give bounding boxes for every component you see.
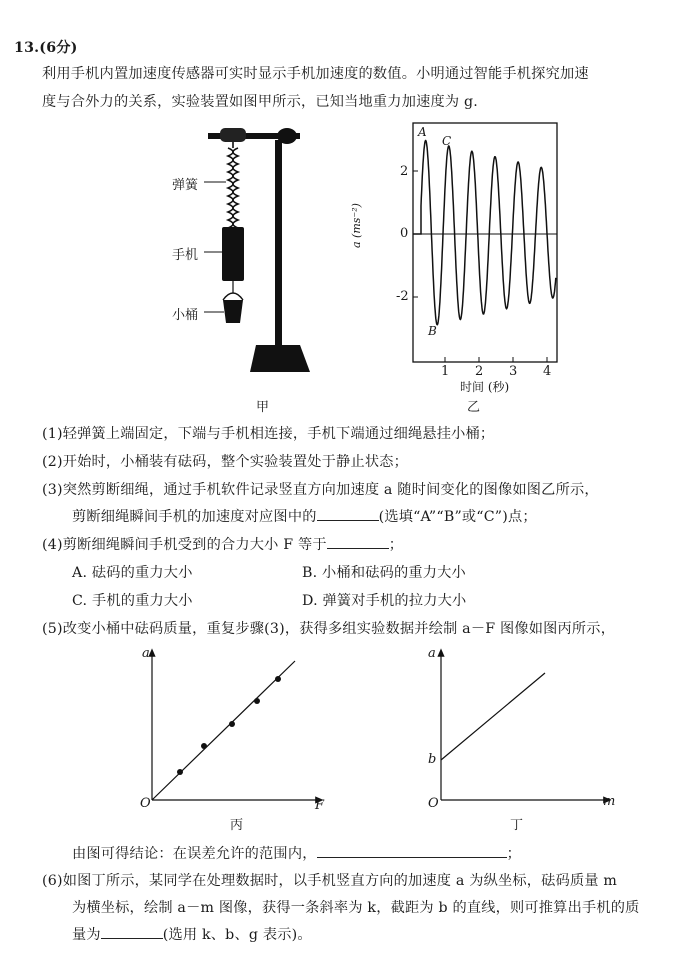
step-3b bbox=[72, 506, 537, 526]
label-bucket: 小桶 bbox=[172, 308, 199, 323]
label-spring: 弹簧 bbox=[172, 178, 199, 193]
ding-fit-line bbox=[441, 673, 545, 760]
step-6c-post: (选用 k、b、g 表示)。 bbox=[162, 927, 312, 943]
intro-line-1: 利用手机内置加速度传感器可实时显示手机加速度的数值。小明通过智能手机探究加速 bbox=[42, 66, 589, 82]
bucket-handle bbox=[223, 293, 243, 300]
yi-ylabel: a (ms⁻²) bbox=[350, 203, 363, 248]
answer-blank-3[interactable] bbox=[317, 519, 379, 521]
answer-blank-4[interactable] bbox=[327, 547, 389, 549]
step-3b-pre: 剪断细绳瞬间手机的加速度对应图中的 bbox=[72, 509, 317, 525]
label-phone: 手机 bbox=[172, 248, 199, 263]
answer-blank-5[interactable] bbox=[317, 856, 507, 858]
caption-bing: 丙 bbox=[230, 818, 244, 833]
step-5: (5)改变小桶中砝码质量，重复步骤(3)，获得多组实验数据并绘制 a－F 图像如图丙所示， bbox=[42, 621, 616, 637]
spring bbox=[228, 142, 238, 236]
stand-base bbox=[250, 345, 310, 372]
ding-xlabel: m bbox=[603, 794, 616, 809]
phone-body bbox=[222, 227, 244, 281]
step-4 bbox=[42, 534, 403, 554]
option-B: B. 小桶和砝码的重力大小 bbox=[302, 565, 466, 581]
stand-pole bbox=[275, 140, 282, 345]
step-3a: (3)突然剪断细绳，通过手机软件记录竖直方向加速度 a 随时间变化的图像如图乙所示， bbox=[42, 482, 599, 498]
yi-xtick-4: 4 bbox=[543, 364, 552, 379]
spring-hook bbox=[220, 128, 246, 142]
yi-curve bbox=[413, 141, 556, 325]
bing-points bbox=[177, 676, 281, 775]
option-A: A. 砝码的重力大小 bbox=[72, 565, 193, 581]
yi-ytick-minus2: -2 bbox=[396, 289, 409, 304]
caption-jia: 甲 bbox=[256, 400, 270, 415]
ding-origin: O bbox=[428, 796, 439, 811]
bing-fit-line bbox=[152, 661, 295, 800]
yi-ytick-0: 0 bbox=[400, 226, 409, 241]
step-4-post: ； bbox=[388, 537, 404, 553]
yi-xlabel: 时间 (秒) bbox=[460, 380, 510, 394]
stand-arm bbox=[208, 133, 300, 139]
bing-origin: O bbox=[140, 796, 151, 811]
step-6a: (6)如图丁所示，某同学在处理数据时，以手机竖直方向的加速度 a 为纵坐标，砝码质量 m bbox=[42, 873, 618, 889]
bing-point-4 bbox=[254, 698, 260, 704]
step-5b-post: ； bbox=[506, 846, 521, 862]
step-2: (2)开始时，小桶装有砝码，整个实验装置处于静止状态； bbox=[42, 454, 408, 470]
caption-yi: 乙 bbox=[467, 400, 481, 415]
ding-intercept: b bbox=[428, 752, 437, 767]
step-5b-pre: 由图可得结论：在误差允许的范围内， bbox=[72, 846, 317, 862]
question-index: 13. bbox=[14, 40, 40, 56]
bucket-body bbox=[223, 300, 243, 323]
step-5b bbox=[72, 843, 521, 863]
question-points: (6分) bbox=[39, 40, 78, 56]
yi-xtick-2: 2 bbox=[475, 364, 484, 379]
intro-line-2: 度与合外力的关系，实验装置如图甲所示，已知当地重力加速度为 g. bbox=[42, 94, 478, 110]
step-6b: 为横坐标，绘制 a－m 图像，获得一条斜率为 k，截距为 b 的直线，则可推算出手机的质 bbox=[72, 900, 640, 916]
bing-point-2 bbox=[201, 743, 207, 749]
step-6c bbox=[72, 924, 312, 944]
yi-point-C: C bbox=[442, 134, 452, 148]
bing-xlabel: F bbox=[315, 798, 325, 813]
bing-ylabel: a bbox=[142, 646, 150, 661]
yi-xtick-1: 1 bbox=[441, 364, 450, 379]
question-number bbox=[14, 37, 78, 57]
stand-clamp bbox=[277, 128, 297, 144]
option-C: C. 手机的重力大小 bbox=[72, 593, 193, 609]
answer-blank-6[interactable] bbox=[101, 937, 163, 939]
yi-point-A: A bbox=[418, 125, 427, 139]
caption-ding: 丁 bbox=[510, 818, 524, 833]
bing-point-3 bbox=[229, 721, 235, 727]
step-3b-post: (选填“A”“B”或“C”)点； bbox=[378, 509, 537, 525]
step-4-pre: (4)剪断细绳瞬间手机受到的合力大小 F 等于 bbox=[42, 537, 327, 553]
yi-ytick-2: 2 bbox=[400, 164, 409, 179]
yi-xtick-3: 3 bbox=[509, 364, 518, 379]
option-D: D. 弹簧对手机的拉力大小 bbox=[302, 593, 467, 609]
step-6c-pre: 量为 bbox=[72, 927, 101, 943]
bing-point-1 bbox=[177, 769, 183, 775]
step-1: (1)轻弹簧上端固定，下端与手机相连接，手机下端通过细绳悬挂小桶； bbox=[42, 426, 495, 442]
yi-point-B: B bbox=[428, 324, 437, 338]
bing-point-5 bbox=[275, 676, 281, 682]
ding-ylabel: a bbox=[428, 646, 436, 661]
